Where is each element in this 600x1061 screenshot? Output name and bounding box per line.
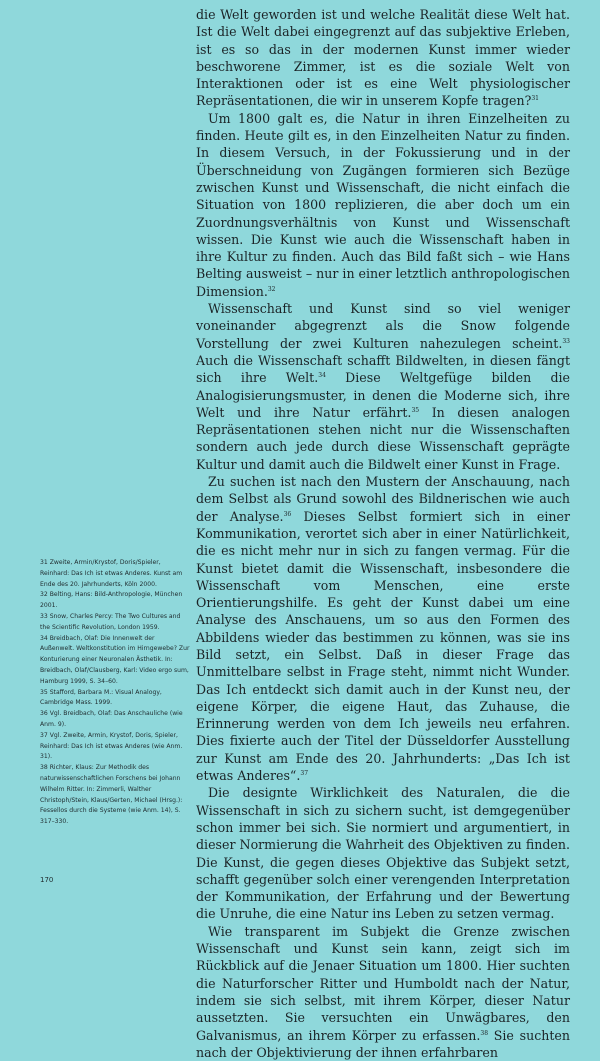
text-run: In diesen analogen Repräsentationen stehen nicht nur die Wissenschaften sondern auch jede durch diese Wissenschaft geprägte Kultur und damit auch die Bildwelt einer Kunst in Frage. [196, 404, 570, 472]
text-run: Die designte Wirklichkeit des Naturalen, die die Wissenschaft in sich zu sichern sucht, ist demgegenüber schon immer bei sich. Sie normiert und argumentiert, in dieser Normierung die Wahrheit des Objektiven zu finden. Die Kunst, die gegen dieses Objektive das Subjekt setzt, schafft gegenüber solch einer verengenden Interpretation der Kommunikation, der Erfahrung und der Bewertung die Unruhe, die eine Natur ins Leben zu setzen vermag. [196, 785, 570, 922]
body-paragraph [196, 300, 570, 473]
footnote-marker: 36 [283, 510, 292, 518]
footnote: 34 Breidbach, Olaf: Die Innenwelt der Außenwelt. Weltkonstitution im Hirngewebe? Zur Konturierung einer Neuronalen Ästhetik. In: Breidbach, Olaf/Clausberg, Karl: Video ergo sum, Hamburg 1999, S. 34–60. [40, 634, 190, 685]
text-run: Wie transparent im Subjekt die Grenze zwischen Wissenschaft und Kunst sein kann, zeigt sich im Rückblick auf die Jenaer Situation um 1800. Hier suchten die Naturforscher Ritter und Humboldt nach der Natur, indem sie sich selbst, mit ihrem Körper, dieser Natur aussetzten. Sie versuchten ein Unwägbares, den Galvanismus, an ihrem Körper zu erfassen. [196, 923, 570, 1043]
footnote: 31 Zweite, Armin/Krystof, Doris/Spieler, Reinhard: Das Ich ist etwas Anderes. Kunst am Ende des 20. Jahrhunderts, Köln 2000. [40, 559, 183, 588]
text-run: Auch die Wissenschaft schafft Bildwelten, in diesen fängt sich ihre Welt. [196, 352, 570, 386]
body-paragraph [196, 784, 570, 922]
footnotes-column [40, 558, 190, 828]
text-run: Zu suchen ist nach den Mustern der Anschauung, nach dem Selbst als Grund sowohl des Bildnerischen wie auch der Analyse. [196, 474, 570, 524]
main-text-column [196, 6, 570, 1061]
body-paragraph [196, 6, 570, 110]
text-run: Diese Weltgefüge bilden die Analogisierungsmuster, in denen die Moderne sich, ihre Welt und ihre Natur erfährt. [196, 370, 570, 420]
page-number: 170 [40, 876, 54, 884]
footnote: 38 Richter, Klaus: Zur Methodik des naturwissenschaftlichen Forschens bei Johann Wilhelm Ritter. In: Zimmerli, Walther Christoph/Stein, Klaus/Gerten, Michael (Hrsg.): Fessellos durch die Systeme (wie Anm. 14), S. 317–330. [40, 764, 183, 826]
footnote-marker: 32 [267, 285, 276, 293]
footnote-marker: 34 [318, 372, 326, 380]
footnote: 33 Snow, Charles Percy: The Two Cultures and the Scientific Revolution, London 1959. [40, 612, 181, 631]
text-run: Um 1800 galt es, die Natur in ihren Einzelheiten zu finden. Heute gilt es, in den Einzelheiten Natur zu finden. In diesem Versuch, in der Fokussierung und in der Überschneidung von Zugängen formieren sich Bezüge zwischen Kunst und Wissenschaft, die nicht einfach die Situation von 1800 replizieren, die aber doch um ein Zuordnungsverhältnis von Kunst und Wissenschaft wissen. Die Kunst wie auch die Wissenschaft haben in ihre Kultur zu finden. Auch das Bild faßt sich – wie Hans Belting ausweist – nur in einer letztlich anthropologischen Dimension. [196, 110, 571, 299]
footnote-marker: 37 [300, 770, 309, 778]
footnote: 35 Stafford, Barbara M.: Visual Analogy, Cambridge Mass. 1999. [40, 688, 162, 707]
text-run: die Welt geworden ist und welche Realität diese Welt hat. Ist die Welt dabei eingegrenzt auf das subjektive Erleben, ist es so das in der modernen Kunst immer wieder beschworene Zimmer, ist es die soziale Welt von Interaktionen oder ist es eine Welt physiologischer Repräsentationen, die wir in unserem Kopfe tragen? [196, 7, 570, 109]
footnote-marker: 33 [562, 337, 570, 345]
text-run: Sie suchten nach der Objektivierung der ihnen erfahrbaren [196, 1027, 570, 1060]
text-run: Wissenschaft und Kunst sind so viel weniger voneinander abgegrenzt als die Snow folgende Vorstellung der zwei Kulturen nahezulegen scheint. [196, 301, 570, 351]
body-paragraph [196, 923, 570, 1061]
text-run: Dieses Selbst formiert sich in einer Kommunikation, verortet sich aber in einer Natürlichkeit, die es nicht mehr nur in sich zu fangen vermag. Für die Kunst bietet damit die Wissenschaft, insbesondere die Wissenschaft vom Menschen, eine erste Orientierungshilfe. Es geht der Kunst dabei um eine Analyse des Anschauens, um so aus den Formen des Abbildens wieder das bestimmen zu können, was sie ins Bild setzt, ein Selbst. Daß in dieser Frage das Unmittelbare selbst in Frage steht, nimmt nicht Wunder. Das Ich entdeckt sich damit auch in der Kunst neu, der eigene Körper, die eigene Haut, das Zuhause, die Erinnerung werden von dem Ich jeweils neu erfahren. Dies fixierte auch der Titel der Düsseldorfer Ausstellung zur Kunst am Ende des 20. Jahrhunderts: „Das Ich ist etwas Anderes“. [196, 508, 570, 784]
footnote-marker: 38 [480, 1029, 489, 1037]
footnote: 36 Vgl. Breidbach, Olaf: Das Anschauliche (wie Anm. 9). [40, 710, 183, 728]
footnote-marker: 35 [411, 406, 420, 414]
body-paragraph [196, 473, 570, 784]
body-paragraph [196, 110, 570, 300]
footnote: 37 Vgl. Zweite, Armin, Krystof, Doris, Spieler, Reinhard: Das Ich ist etwas Anderes (wie Anm. 31). [40, 731, 183, 761]
footnote: 32 Belting, Hans: Bild-Anthropologie, München 2001. [40, 591, 183, 610]
footnote-marker: 31 [531, 95, 539, 103]
